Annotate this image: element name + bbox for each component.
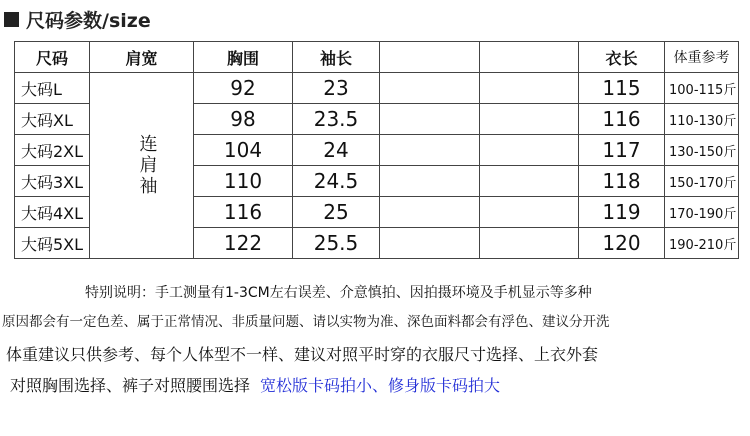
note-line-3: 体重建议只供参考、每个人体型不一样、建议对照平时穿的衣服尺寸选择、上衣外套 xyxy=(6,345,599,364)
cell-size: 大码4XL xyxy=(15,197,90,228)
header-chest: 胸围 xyxy=(194,42,293,73)
cell-empty xyxy=(380,166,480,197)
cell-chest: 116 xyxy=(194,197,293,228)
cell-chest: 104 xyxy=(194,135,293,166)
title-text: 尺码参数/size xyxy=(26,9,151,32)
cell-sleeve: 23.5 xyxy=(293,104,380,135)
note-line-4 xyxy=(10,373,500,396)
cell-empty xyxy=(480,104,579,135)
header-size: 尺码 xyxy=(15,42,90,73)
note-line-2: 原因都会有一定色差、属于正常情况、非质量问题、请以实物为准、深色面料都会有浮色、建议分开洗 xyxy=(2,314,610,330)
cell-size: 大码XL xyxy=(15,104,90,135)
cell-empty xyxy=(380,228,480,259)
cell-size: 大码5XL xyxy=(15,228,90,259)
cell-length: 117 xyxy=(579,135,665,166)
shoulder-note: 连肩袖 xyxy=(139,134,158,197)
table-row xyxy=(15,73,739,104)
cell-weight: 100-115斤 xyxy=(665,73,739,104)
cell-sleeve: 23 xyxy=(293,73,380,104)
cell-sleeve: 25 xyxy=(293,197,380,228)
cell-sleeve: 24.5 xyxy=(293,166,380,197)
cell-chest: 110 xyxy=(194,166,293,197)
cell-length: 119 xyxy=(579,197,665,228)
cell-chest: 98 xyxy=(194,104,293,135)
cell-length: 115 xyxy=(579,73,665,104)
cell-shoulder-merged xyxy=(90,73,194,259)
header-empty-1 xyxy=(380,42,480,73)
cell-empty xyxy=(480,73,579,104)
table-header-row xyxy=(15,42,739,73)
note-line-4-highlight: 宽松版卡码拍小、修身版卡码拍大 xyxy=(260,376,501,395)
cell-weight: 150-170斤 xyxy=(665,166,739,197)
cell-length: 116 xyxy=(579,104,665,135)
size-table xyxy=(14,41,739,259)
cell-chest: 92 xyxy=(194,73,293,104)
cell-empty xyxy=(380,135,480,166)
square-bullet-icon xyxy=(4,12,19,27)
section-title xyxy=(4,6,151,32)
cell-weight: 110-130斤 xyxy=(665,104,739,135)
header-empty-2 xyxy=(480,42,579,73)
cell-weight: 170-190斤 xyxy=(665,197,739,228)
cell-size: 大码2XL xyxy=(15,135,90,166)
header-weight: 体重参考 xyxy=(665,42,739,73)
header-sleeve: 袖长 xyxy=(293,42,380,73)
header-shoulder: 肩宽 xyxy=(90,42,194,73)
cell-weight: 190-210斤 xyxy=(665,228,739,259)
cell-empty xyxy=(380,197,480,228)
cell-empty xyxy=(380,73,480,104)
cell-sleeve: 25.5 xyxy=(293,228,380,259)
note-line-4-text: 对照胸围选择、裤子对照腰围选择 xyxy=(10,376,251,395)
cell-empty xyxy=(480,135,579,166)
note-line-1: 特别说明：手工测量有1-3CM左右误差、介意慎拍、因拍摄环境及手机显示等多种 xyxy=(85,285,592,301)
cell-empty xyxy=(380,104,480,135)
cell-length: 120 xyxy=(579,228,665,259)
cell-length: 118 xyxy=(579,166,665,197)
cell-chest: 122 xyxy=(194,228,293,259)
header-length: 衣长 xyxy=(579,42,665,73)
cell-empty xyxy=(480,228,579,259)
cell-empty xyxy=(480,166,579,197)
cell-weight: 130-150斤 xyxy=(665,135,739,166)
cell-size: 大码3XL xyxy=(15,166,90,197)
cell-empty xyxy=(480,197,579,228)
cell-size: 大码L xyxy=(15,73,90,104)
cell-sleeve: 24 xyxy=(293,135,380,166)
